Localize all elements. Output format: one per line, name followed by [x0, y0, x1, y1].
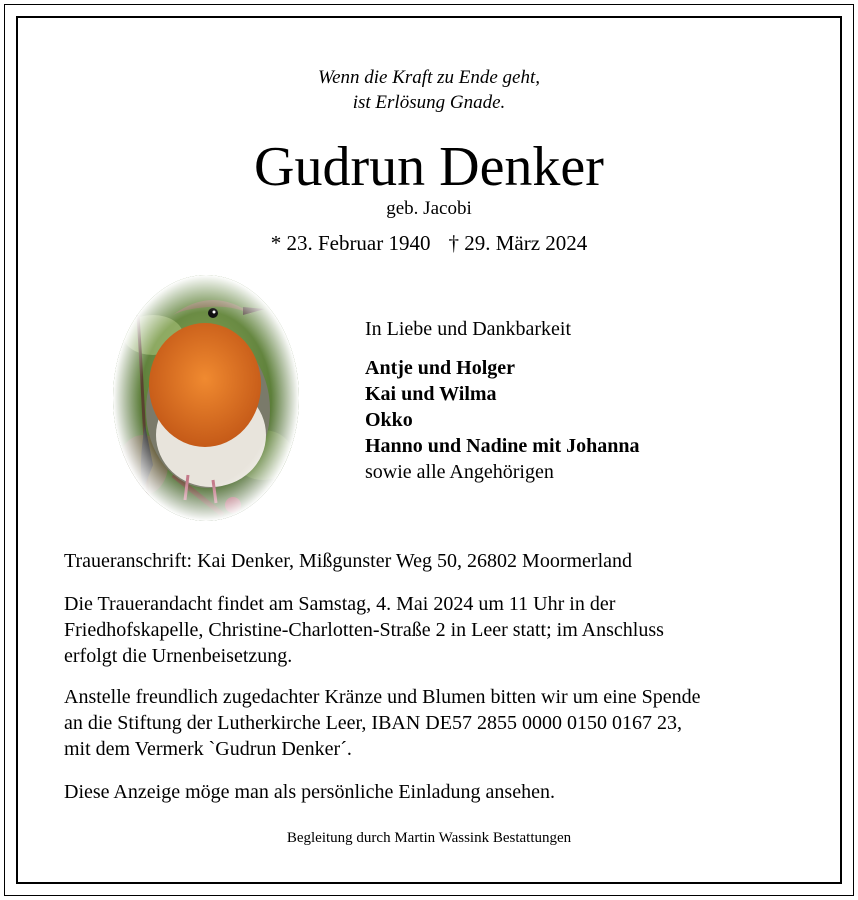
donation-line: mit dem Vermerk `Gudrun Denker´.: [64, 738, 352, 760]
family-member: Okko: [365, 409, 413, 431]
service-line: erfolgt die Urnenbeisetzung.: [64, 645, 293, 667]
family-member: Kai und Wilma: [365, 383, 497, 405]
service-line: Friedhofskapelle, Christine-Charlotten-Straße 2 in Leer statt; im Anschluss: [64, 619, 664, 641]
family-member: Hanno und Nadine mit Johanna: [365, 435, 640, 457]
quote-line-1: Wenn die Kraft zu Ende geht,: [318, 67, 540, 88]
robin-photo: [113, 275, 299, 521]
service-line: Die Trauerandacht findet am Samstag, 4. Mai 2024 um 11 Uhr in der: [64, 593, 616, 615]
quote-line-2: ist Erlösung Gnade.: [352, 92, 506, 113]
family-member: Antje und Holger: [365, 357, 515, 379]
undertaker-credit: Begleitung durch Martin Wassink Bestattungen: [286, 830, 572, 846]
death-date: † 29. März 2024: [448, 231, 588, 255]
donation-line: Anstelle freundlich zugedachter Kränze und Blumen bitten wir um eine Spende: [64, 686, 701, 708]
invitation-note: Diese Anzeige möge man als persönliche Einladung ansehen.: [64, 781, 555, 803]
mourning-address: Traueranschrift: Kai Denker, Mißgunster Weg 50, 26802 Moormerland: [64, 550, 633, 572]
family-closing: sowie alle Angehörigen: [365, 461, 554, 483]
family-intro: In Liebe und Dankbarkeit: [365, 318, 572, 340]
birth-name: geb. Jacobi: [386, 198, 472, 219]
robin-bird-icon: [113, 275, 299, 521]
donation-line: an die Stiftung der Lutherkirche Leer, IBAN DE57 2855 0000 0150 0167 23,: [64, 712, 682, 734]
birth-date: * 23. Februar 1940: [270, 231, 431, 255]
deceased-name: Gudrun Denker: [254, 136, 604, 198]
life-dates: [0, 231, 858, 256]
